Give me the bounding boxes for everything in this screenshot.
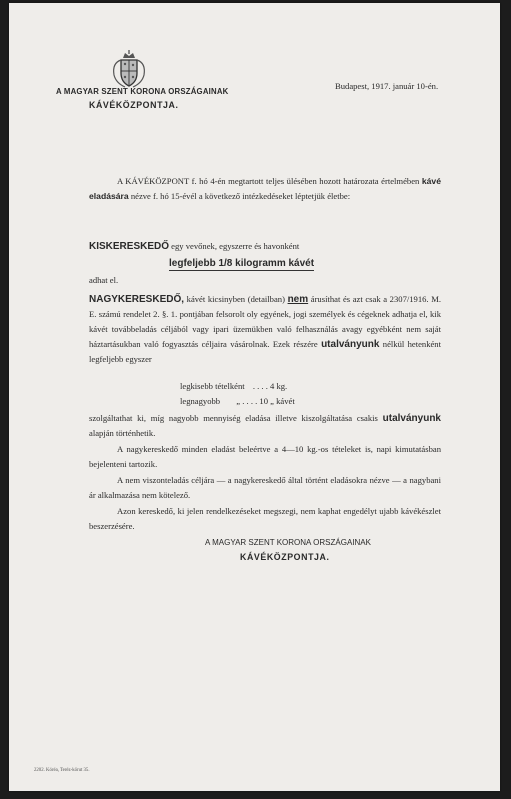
wholesale-not: nem: [287, 294, 309, 305]
price-paragraph: A nem viszonteladás céljára — a nagykereskedő által történt eladásokra nézve — a nagybani ár alkalmazása nem kötelező.: [89, 475, 441, 500]
org-name-line1: A MAGYAR SZENT KORONA ORSZÁGAINAK: [56, 87, 229, 96]
wholesale-paragraph: [89, 292, 441, 367]
min-label: legkisebb tételként: [180, 381, 245, 391]
reporting-paragraph: A nagykereskedő minden eladást beleértve a 4—10 kg.-os tételeket is, napi kimutatásban bejelenteni tartozik.: [89, 444, 441, 469]
printer-imprint: 2202. Kóréa, Teréz-körut 35.: [34, 768, 90, 773]
max-value: „ . . . . 10 „ kávét: [236, 396, 295, 406]
retail-limit: legfeljebb 1/8 kilogramm kávét: [169, 258, 315, 269]
intro-text-c: nézve f. hó 15-évél a következő intézkedéseket léptetjük életbe:: [130, 191, 351, 201]
wholesale-text-c: nélkül hetenként legfeljebb egyszer: [89, 339, 441, 364]
wholesale-text-a: kávét kicsinyben (detailban): [186, 294, 285, 304]
document-page: [9, 3, 500, 791]
max-label: legnagyobb: [180, 396, 221, 406]
retail-line: [89, 241, 299, 252]
signature-line2: KÁVÉKÖZPONTJA.: [240, 552, 330, 562]
place-and-date: Budapest, 1917. január 10-én.: [335, 81, 439, 91]
wholesale-text-d: szolgáltathat ki, míg nagyobb mennyiség eladása illetve kiszolgáltatása csakis: [89, 413, 378, 423]
org-name-line2: KÁVÉKÖZPONTJA.: [89, 100, 179, 110]
voucher-word: utalványunk: [321, 339, 380, 350]
min-quantity-line: [180, 381, 287, 391]
intro-bold-coffee-sale: kávé eladására: [89, 176, 441, 201]
coat-of-arms-icon: [110, 49, 148, 89]
voucher-word-2: utalványunk: [382, 413, 441, 424]
min-value: . . . . 4 kg.: [252, 381, 288, 391]
wholesale-text-e: alapján történhetik.: [89, 428, 156, 438]
retail-text: egy vevőnek, egyszerre és havonként: [171, 241, 300, 251]
signature-line1: A MAGYAR SZENT KORONA ORSZÁGAINAK: [205, 538, 371, 547]
wholesale-label: NAGYKERESKEDŐ,: [89, 294, 185, 305]
wholesale-paragraph-cont: [89, 411, 441, 441]
retail-end: adhat el.: [89, 275, 119, 285]
intro-paragraph: [89, 174, 441, 204]
retail-label: KISKERESKEDŐ: [89, 241, 170, 252]
penalty-paragraph: Azon kereskedő, ki jelen rendelkezéseket megszegi, nem kaphat engedélyt ujabb kávékészlet beszerzésére.: [89, 506, 441, 531]
intro-text-a: A KÁVÉKÖZPONT f. hó 4-én megtartott teljes ülésében hozott határozata értelmében: [117, 176, 420, 186]
max-quantity-line: [180, 396, 295, 406]
wholesale-text-b: árusíthat és azt csak a 2307/1916. M. E. számú rendelet 2. §. 1. pontjában felsorolt oly egyének, jogi személyek és cégeknek adhatja el, kik kávét továbbeladás céljából vagy ipari üzemükben való felhasználás avagy egyébként nem saját háztartásukban való fogyasztás céljaira vásárolnak. Ezek részére: [89, 294, 441, 349]
